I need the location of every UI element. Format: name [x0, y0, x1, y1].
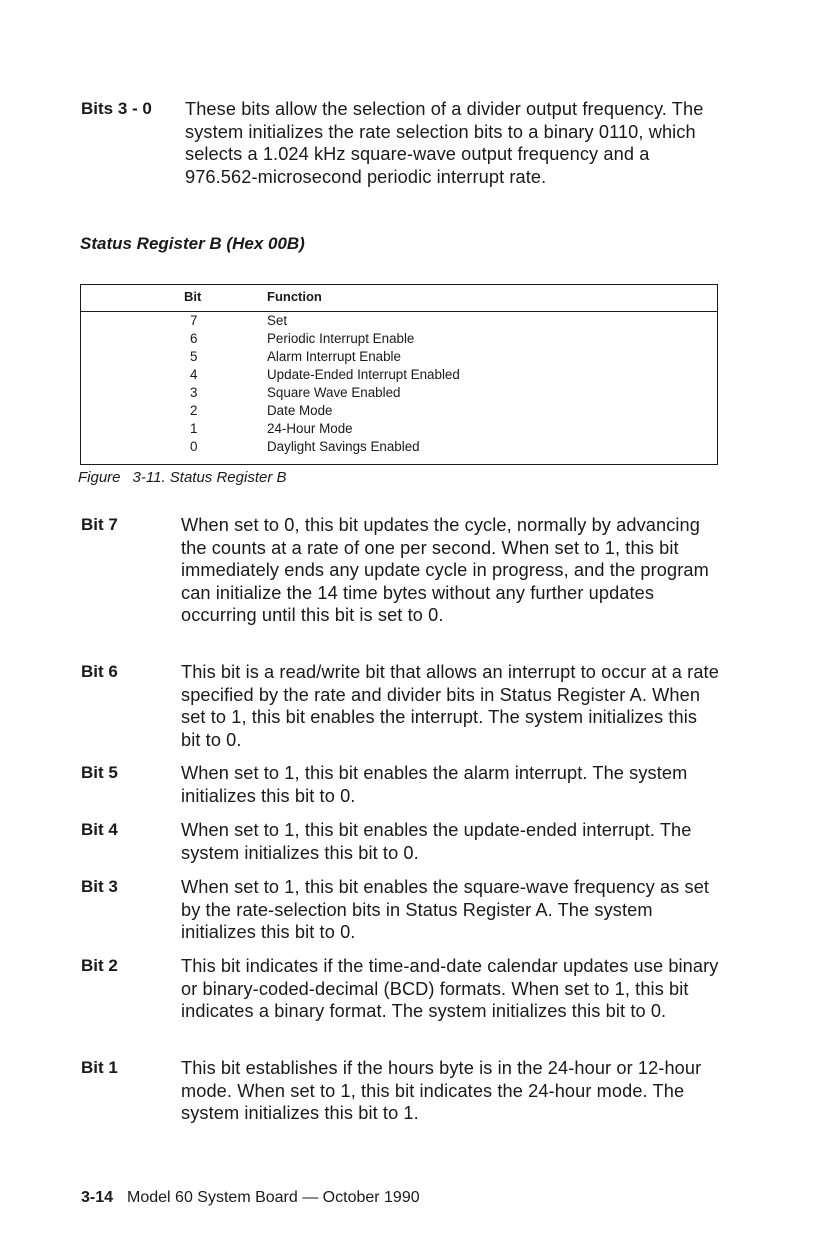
entry-description: When set to 1, this bit enables the alarm interrupt. The system initializes this bit to 0.	[181, 763, 688, 806]
figure-caption	[78, 468, 287, 488]
entry-label: Bit 2	[81, 956, 118, 975]
table-row	[81, 312, 717, 330]
figure-word: Figure	[78, 469, 121, 486]
page-footer	[81, 1187, 420, 1209]
table-row	[81, 420, 717, 438]
bit-cell: 2	[190, 403, 198, 418]
entry-description: When set to 0, this bit updates the cycle, normally by advancing the counts at a rate of one per second. When set to 1, this bit immediately ends any update cycle in progress, and the program can initialize the 14 time bytes without any further updates occurring until this bit is set to 0.	[181, 515, 709, 626]
bit-cell: 7	[190, 313, 198, 328]
page-number: 3-14	[81, 1189, 114, 1206]
entry-description: These bits allow the selection of a divider output frequency. The system initializes the rate selection bits to a binary 0110, which selects a 1.024 kHz square-wave output frequency and a 976.562-microsecond periodic interrupt rate.	[185, 99, 704, 187]
figure-caption-text: 3-11. Status Register B	[132, 469, 287, 486]
table-body	[81, 312, 717, 456]
function-cell: Update-Ended Interrupt Enabled	[267, 367, 460, 382]
footer-text: Model 60 System Board — October 1990	[127, 1189, 420, 1206]
entry-description: When set to 1, this bit enables the update-ended interrupt. The system initializes this bit to 0.	[181, 820, 692, 863]
function-cell: Date Mode	[267, 403, 333, 418]
column-header-function: Function	[267, 289, 322, 304]
section-heading: Status Register B (Hex 00B)	[80, 234, 305, 253]
entry-label: Bit 5	[81, 763, 118, 782]
function-cell: Alarm Interrupt Enable	[267, 349, 401, 364]
column-header-bit: Bit	[184, 289, 202, 304]
function-cell: 24-Hour Mode	[267, 421, 353, 436]
entry-description: This bit indicates if the time-and-date calendar updates use binary or binary-coded-decimal (BCD) formats. When set to 1, this bit indicates a binary format. The system initializes this bit to 0.	[181, 956, 719, 1022]
function-cell: Square Wave Enabled	[267, 385, 401, 400]
function-cell: Set	[267, 313, 288, 328]
bit-cell: 4	[190, 367, 198, 382]
bit-cell: 6	[190, 331, 198, 346]
entry-label: Bit 6	[81, 662, 118, 681]
table-header	[81, 285, 717, 312]
entry-label: Bit 4	[81, 820, 118, 839]
entry-label: Bit 1	[81, 1058, 118, 1077]
table-row	[81, 384, 717, 402]
status-register-b-table	[80, 284, 718, 465]
bit-cell: 5	[190, 349, 198, 364]
entry-description: This bit establishes if the hours byte is in the 24-hour or 12-hour mode. When set to 1, this bit indicates the 24-hour mode. The system initializes this bit to 1.	[181, 1058, 702, 1124]
table-row	[81, 348, 717, 366]
table-row	[81, 402, 717, 420]
table-row	[81, 366, 717, 384]
entry-label: Bits 3 - 0	[81, 99, 152, 118]
entry-description: When set to 1, this bit enables the square-wave frequency as set by the rate-selection bits in Status Register A. The system initializes this bit to 0.	[181, 877, 710, 943]
function-cell: Periodic Interrupt Enable	[267, 331, 415, 346]
bit-cell: 1	[190, 421, 198, 436]
entry-label: Bit 7	[81, 515, 118, 534]
bit-cell: 0	[190, 439, 198, 454]
entry-label: Bit 3	[81, 877, 118, 896]
bit-cell: 3	[190, 385, 198, 400]
table-row	[81, 330, 717, 348]
function-cell: Daylight Savings Enabled	[267, 439, 420, 454]
table-row	[81, 438, 717, 456]
entry-description: This bit is a read/write bit that allows an interrupt to occur at a rate specified by the rate and divider bits in Status Register A. When set to 1, this bit enables the interrupt. The system initializes this bit to 0.	[181, 662, 719, 750]
